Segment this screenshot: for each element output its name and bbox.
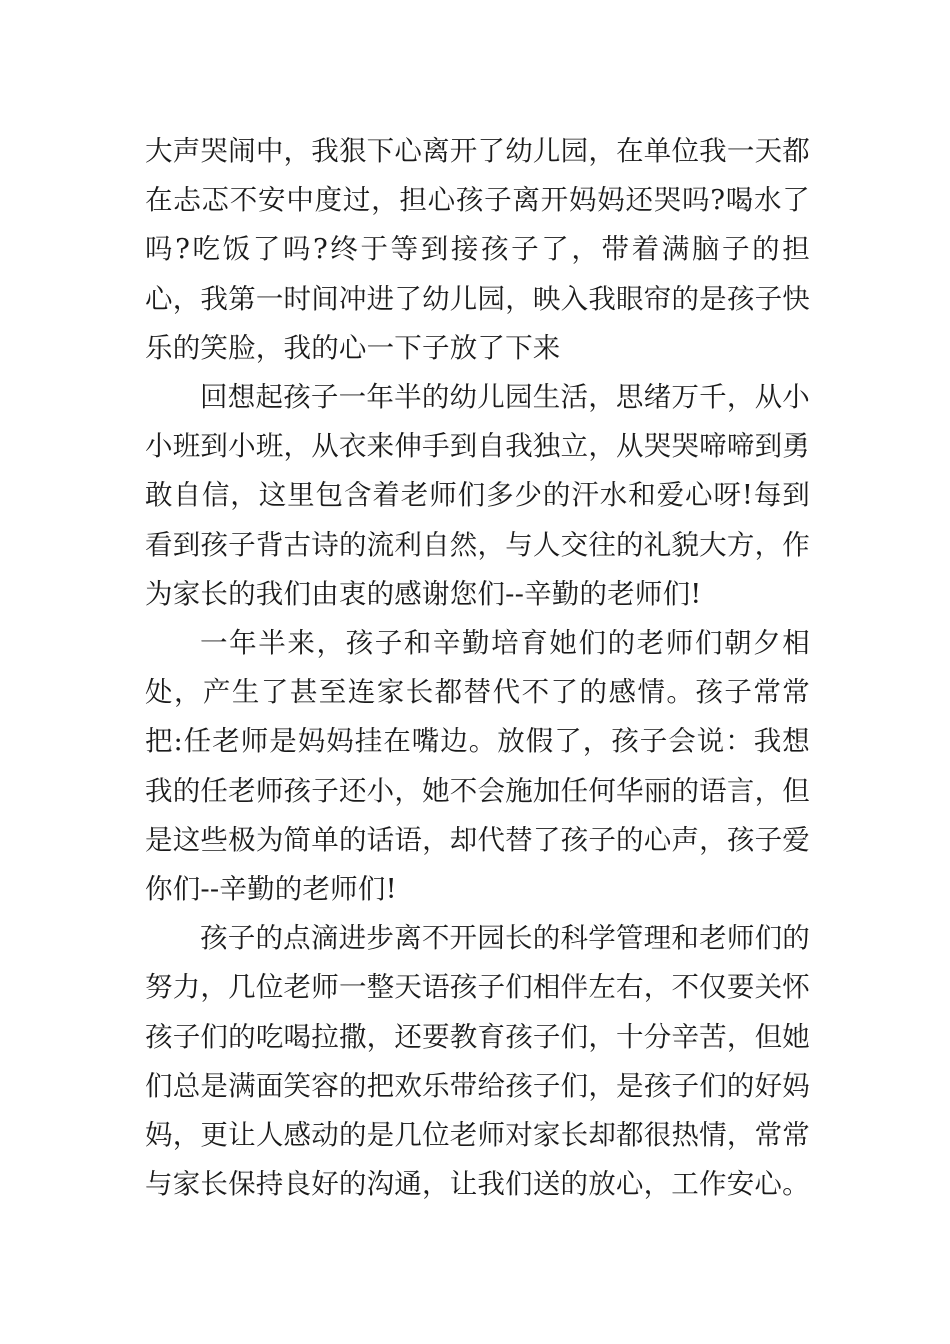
paragraph-affection: 一年半来，孩子和辛勤培育她们的老师们朝夕相处，产生了甚至连家长都替代不了的感情。孩子常常把:任老师是妈妈挂在嘴边。放假了，孩子会说：我想我的任老师孩子还小，她不会施加任何华丽的语言，但是这些极为简单的话语，却代替了孩子的心声，孩子爱你们--辛勤的老师们!: [145, 627, 810, 906]
paragraph-recollection: 回想起孩子一年半的幼儿园生活，思绪万千，从小小班到小班，从衣来伸手到自我独立，从哭哭啼啼到勇敢自信，这里包含着老师们多少的汗水和爱心呀!每到看到孩子背古诗的流利自然，与人交往的礼貌大方，作为家长的我们由衷的感谢您们--辛勤的老师们!: [145, 381, 810, 610]
paragraph-continued: 大声哭闹中，我狠下心离开了幼儿园，在单位我一天都在忐忑不安中度过，担心孩子离开妈妈还哭吗?喝水了吗?吃饭了吗?终于等到接孩子了，带着满脑子的担心，我第一时间冲进了幼儿园，映入我眼帘的是孩子快乐的笑脸，我的心一下子放了下来: [145, 135, 810, 364]
document-body: [145, 127, 810, 1209]
paragraph-gratitude: 孩子的点滴进步离不开园长的科学管理和老师们的努力，几位老师一整天语孩子们相伴左右，不仅要关怀孩子们的吃喝拉撒，还要教育孩子们，十分辛苦，但她们总是满面笑容的把欢乐带给孩子们，是孩子们的好妈妈，更让人感动的是几位老师对家长却都很热情，常常与家长保持良好的沟通，让我们送的放心，工作安心。: [145, 922, 810, 1201]
